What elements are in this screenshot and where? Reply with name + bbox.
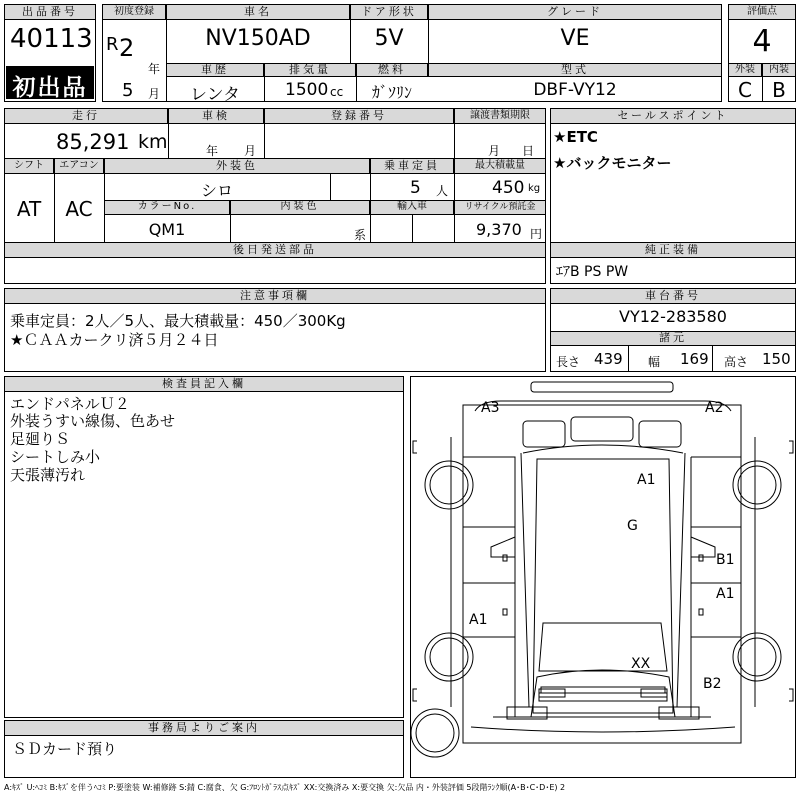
sales-point-item: ★バックモニター (553, 154, 672, 172)
damage-mark-a3: A3 (481, 400, 500, 416)
inspector-line: シートしみ小 (10, 448, 101, 466)
notes-line: 乗車定員：2人／5人、最大積載量：450／300Kg (10, 312, 346, 330)
damage-mark-a1-left: A1 (469, 612, 488, 628)
inspector-line: 天張薄汚れ (10, 466, 86, 484)
name-label: 車名 (166, 4, 350, 20)
inspector-label: 検査員記入欄 (4, 376, 404, 392)
era-year: 2 (119, 34, 135, 62)
genuine-label: 純正装備 (550, 242, 796, 258)
score-label: 評価点 (728, 4, 796, 20)
lot-label: 出品番号 (4, 4, 96, 20)
displacement-value: 1500 (285, 80, 329, 100)
ac-value: AC (65, 197, 93, 221)
maxload-value: 450 (492, 178, 525, 198)
month-value: 5 (122, 80, 134, 101)
notes-label: 注意事項欄 (4, 288, 546, 304)
inspector-line: 足廻りＳ (10, 430, 71, 448)
color-label: 外装色 (104, 158, 370, 174)
later-parts-label: 後日発送部品 (4, 242, 546, 258)
first-listing-text: 初出品 (12, 75, 88, 101)
plate-label: 登録番号 (264, 108, 454, 124)
inspection-label: 車検 (168, 108, 264, 124)
door-value: 5V (374, 26, 404, 51)
score-value: 4 (752, 24, 772, 59)
sales-point-item: ★ETC (553, 128, 598, 146)
interior-label: 内装 (762, 63, 796, 77)
damage-mark-a1-hood: A1 (637, 472, 656, 488)
recycle-value: 9,370 (476, 220, 522, 239)
sales-points-label: セールスポイント (550, 108, 796, 124)
intcolor-label: 内装色 (230, 200, 370, 215)
height-label: 高さ (724, 355, 749, 369)
color-value: シロ (200, 181, 233, 200)
doc-month-unit: 月 (488, 144, 501, 158)
capacity-value: 5 (410, 178, 421, 198)
spec-label: 諸元 (550, 331, 796, 346)
legend-text: A:ｷｽﾞ U:ﾍｺﾐ B:ｷｽﾞを伴うﾍｺﾐ P:要塗装 W:補修跡 S:錆 C:腐食、欠 G:ﾌﾛﾝﾄｶﾞﾗｽ点ｷｽﾞ XX:交換済み X:要交換 欠:欠品 内・外装評価 5段階ﾗﾝｸ順(A･B･C･D･E) 2 (4, 783, 566, 792)
exterior-label: 外装 (728, 63, 762, 77)
recycle-unit: 円 (530, 227, 543, 241)
genuine-value: ｴｱB PS PW (556, 264, 629, 280)
office-text: ＳＤカード預り (12, 740, 118, 758)
model-label: 型式 (428, 63, 722, 77)
grade-value: VE (560, 26, 590, 51)
displacement-unit: cc (330, 85, 344, 99)
car-diagram-svg (411, 377, 795, 777)
ac-label: エアコン (54, 158, 104, 174)
damage-mark-g: G (627, 518, 638, 534)
office-label: 事務局よりご案内 (4, 720, 404, 736)
door-label: ドア形状 (350, 4, 428, 20)
year-unit: 年 (148, 62, 161, 76)
width-value: 169 (680, 350, 709, 368)
car-name: NV150AD (205, 26, 311, 51)
era-letter: R (106, 34, 119, 55)
notes-line: ★ＣＡＡカークリ済５月２４日 (10, 331, 219, 349)
doc-label: 譲渡書類期限 (454, 108, 546, 124)
lot-number: 40113 (10, 24, 93, 54)
first-reg-label: 初度登録 (102, 4, 166, 20)
chassis-label: 車台番号 (550, 288, 796, 304)
colorno-value: QM1 (148, 220, 186, 239)
fuel-label: 燃料 (356, 63, 428, 77)
history-value: レンタ (190, 85, 240, 105)
car-diagram (410, 376, 796, 778)
chassis-value: VY12-283580 (619, 307, 727, 326)
colorno-label: カラーNo. (104, 200, 230, 215)
intcolor-unit: 系 (354, 228, 367, 242)
model-value: DBF-VY12 (533, 80, 617, 100)
fuel-value: ｶﾞｿﾘﾝ (371, 83, 412, 102)
shift-value: AT (16, 197, 42, 221)
damage-mark-a2: A2 (705, 400, 724, 416)
damage-mark-b1: B1 (716, 552, 735, 568)
damage-mark-a1-right: A1 (716, 586, 735, 602)
grade-label: グレード (428, 4, 722, 20)
maxload-unit: kg (528, 183, 541, 194)
insp-month-unit: 月 (244, 144, 257, 158)
width-label: 幅 (648, 355, 661, 369)
import-label: 輸入車 (370, 200, 454, 215)
interior-value: B (772, 78, 786, 102)
mileage-value: 85,291 (56, 130, 130, 154)
recycle-label: リサイクル預託金 (454, 200, 546, 215)
length-value: 439 (594, 350, 623, 368)
exterior-value: C (738, 78, 752, 102)
damage-mark-xx: XX (631, 656, 651, 672)
mileage-label: 走行 (4, 108, 168, 124)
length-label: 長さ (556, 355, 581, 369)
month-unit: 月 (148, 87, 161, 101)
capacity-label: 乗車定員 (370, 158, 454, 174)
height-value: 150 (762, 350, 791, 368)
maxload-label: 最大積載量 (454, 158, 546, 174)
mileage-unit: km (138, 131, 168, 153)
damage-mark-b2: B2 (703, 676, 722, 692)
capacity-unit: 人 (436, 184, 449, 198)
history-label: 車歴 (166, 63, 264, 77)
displacement-label: 排気量 (264, 63, 356, 77)
shift-label: シフト (4, 158, 54, 174)
inspector-line: エンドパネルＵ２ (10, 395, 130, 413)
insp-year-unit: 年 (206, 144, 219, 158)
inspector-line: 外装うすい線傷、色あせ (10, 412, 176, 430)
doc-day-unit: 日 (522, 144, 535, 158)
